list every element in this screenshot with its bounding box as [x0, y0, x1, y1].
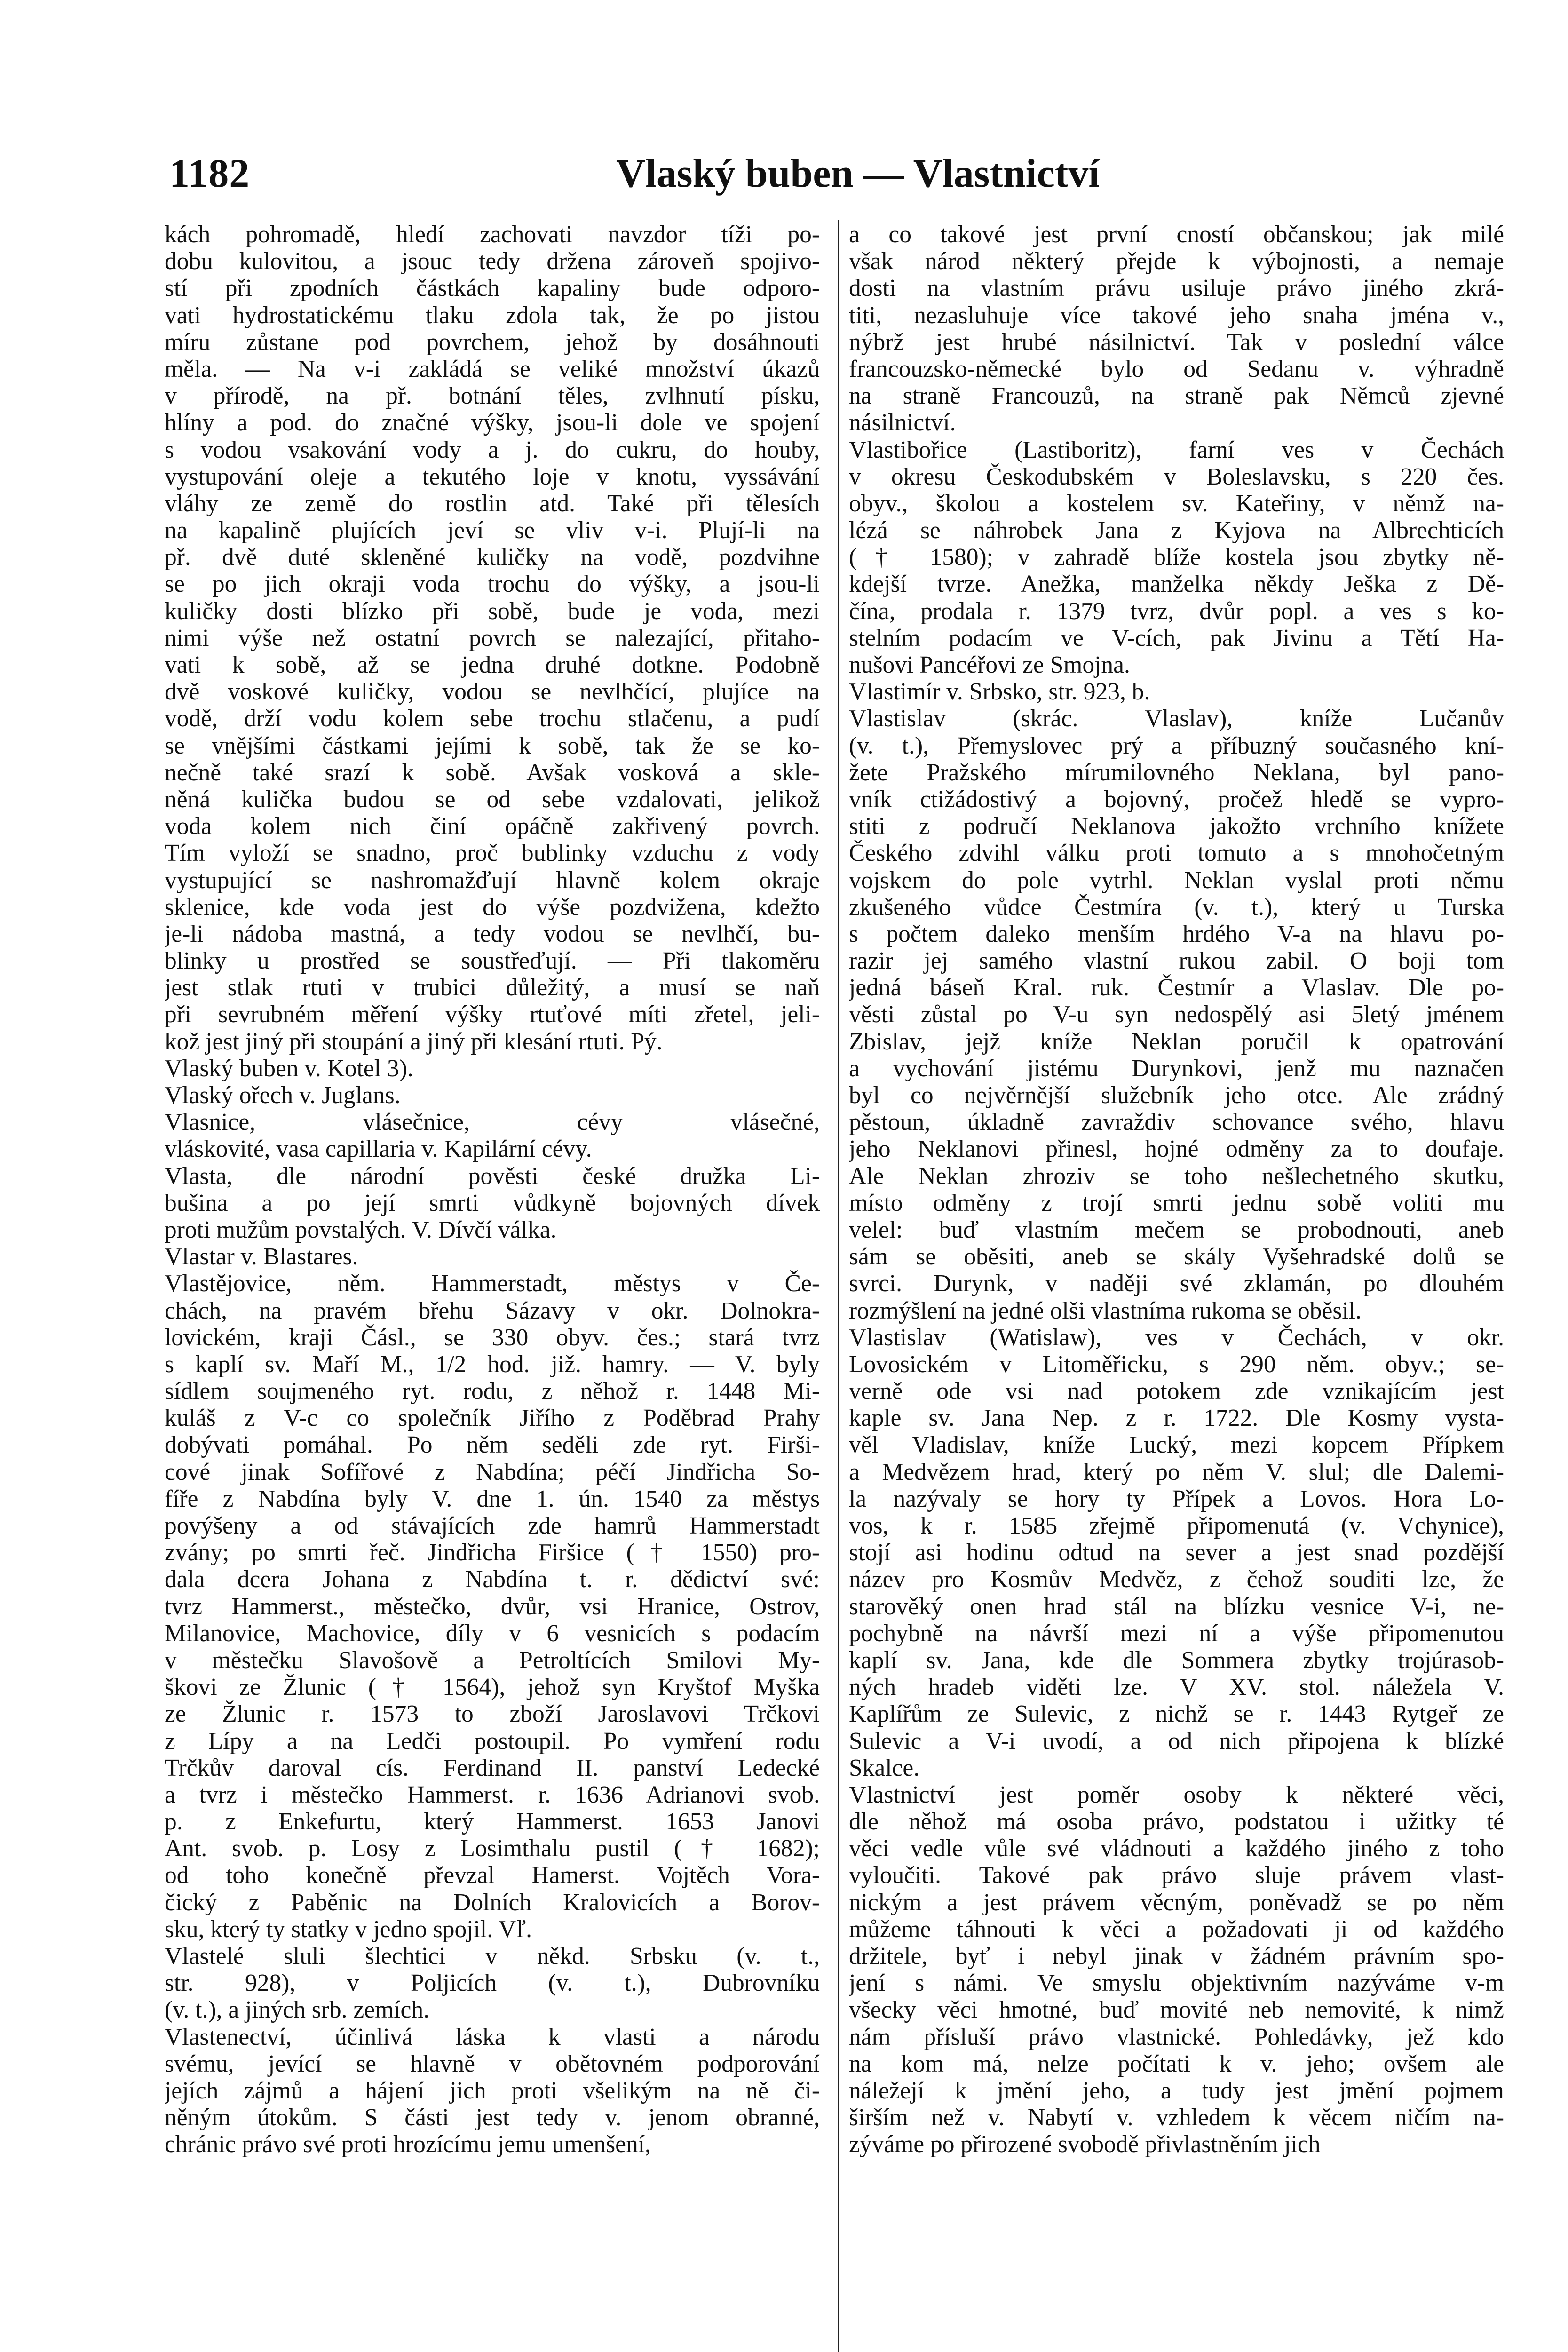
- right-column-line: obyv., školou a kostelem sv. Kateřiny, v němž na-: [849, 490, 1504, 517]
- left-column-line: povýšeny a od stávajících zde hamrů Hammerstadt: [165, 1512, 820, 1539]
- right-column-line: s počtem daleko menším hrdého V-a na hlavu po-: [849, 920, 1504, 947]
- left-column-line: (v. t.), a jiných srb. zemích.: [165, 1996, 429, 2024]
- left-column-line: škovi ze Žlunic († 1564), jehož syn Kryštof Myška: [165, 1674, 820, 1701]
- right-column-line: dosti na vlastním právu usiluje právo jiného zkrá-: [849, 275, 1504, 302]
- right-column-line: francouzsko-německé bylo od Sedanu v. výhradně: [849, 355, 1504, 382]
- left-column-line: vystupování oleje a tekutého loje v knotu, vyssávání: [165, 463, 820, 490]
- right-column-line: (v. t.), Přemyslovec prý a příbuzný současného kní-: [849, 732, 1504, 759]
- left-column-line: zvány; po smrti řeč. Jindřicha Firšice († 1550) pro-: [165, 1539, 820, 1566]
- left-column-line: chránic právo své proti hrozícímu jemu umenšení,: [165, 2131, 651, 2158]
- right-column-line: stojí asi hodinu odtud na sever a jest snad pozdější: [849, 1539, 1504, 1566]
- left-column-line: Vlastar v. Blastares.: [165, 1243, 358, 1271]
- left-column-line: z Lípy a na Ledči postoupil. Po vymření rodu: [165, 1727, 820, 1755]
- right-column-line: v okresu Českodubském v Boleslavsku, s 220 čes.: [849, 463, 1504, 490]
- right-column-line: můžeme táhnouti k věci a požadovati ji od každého: [849, 1915, 1504, 1943]
- left-column-line: Vlastějovice, něm. Hammerstadt, městys v Če-: [165, 1270, 820, 1297]
- right-column-line: jedná báseň Kral. ruk. Čestmír a Vlaslav. Dle po-: [849, 974, 1504, 1001]
- right-column-line: pěstoun, úkladně zavraždiv schovance svého, hlavu: [849, 1109, 1504, 1136]
- left-column-line: svému, jevící se hlavně v obětovném podporování: [165, 2050, 820, 2077]
- right-column-line: Vlastibořice (Lastiboritz), farní ves v Čechách: [849, 436, 1504, 463]
- left-column-line: voda kolem nich činí opáčně zakřivený povrch.: [165, 813, 820, 840]
- left-column-line: dala dcera Johana z Nabdína t. r. dědictví své:: [165, 1566, 820, 1593]
- left-column-line: kuličky dosti blízko při sobě, bude je voda, mezi: [165, 597, 820, 625]
- left-column-line: sídlem soujmeného ryt. rodu, z něhož r. 1448 Mi-: [165, 1378, 820, 1405]
- right-column-line: a Medvězem hrad, který po něm V. slul; dle Dalemi-: [849, 1458, 1504, 1486]
- left-column-line: lovickém, kraji Čásl., se 330 obyv. čes.; stará tvrz: [165, 1324, 820, 1351]
- right-column-line: věci vedle vůle své vládnouti a každého jiného z toho: [849, 1835, 1504, 1862]
- right-column-line: místo odměny z trojí smrti jednu sobě voliti mu: [849, 1189, 1504, 1216]
- right-column-line: svrci. Durynk, v naději své zklamán, po dlouhém: [849, 1270, 1504, 1297]
- left-column-line: dobu kulovitou, a jsouc tedy držena zároveň spojivo-: [165, 248, 820, 275]
- right-column-line: čína, prodala r. 1379 tvrz, dvůr popl. a ves s ko-: [849, 597, 1504, 625]
- right-column-line: Vlastislav (Watislaw), ves v Čechách, v okr.: [849, 1324, 1504, 1351]
- left-column-line: sku, který ty statky v jedno spojil. Vľ.: [165, 1915, 532, 1943]
- left-column-line: vláskovité, vasa capillaria v. Kapilární cévy.: [165, 1136, 592, 1163]
- right-column-line: nušovi Pancéřovi ze Smojna.: [849, 652, 1130, 678]
- left-column-line: nimi výše než ostatní povrch se nalezající, přitaho-: [165, 624, 820, 652]
- right-column-line: velel: buď vlastním mečem se probodnouti, aneb: [849, 1216, 1504, 1243]
- right-column-line: násilnictví.: [849, 409, 956, 437]
- right-column-line: žete Pražského mírumilovného Neklana, byl pano-: [849, 759, 1504, 786]
- left-column-line: kách pohromadě, hledí zachovati navzdor tíži po-: [165, 221, 820, 248]
- left-column-line: v městečku Slavošově a Petroltících Smilovi My-: [165, 1646, 820, 1674]
- left-column-line: Vlasnice, vlásečnice, cévy vlásečné,: [165, 1109, 820, 1136]
- left-column-line: cové jinak Sofířové z Nabdína; péčí Jindřicha So-: [165, 1458, 820, 1486]
- left-column-line: stí při zpodních částkách kapaliny bude odporo-: [165, 275, 820, 302]
- right-column-line: († 1580); v zahradě blíže kostela jsou zbytky ně-: [849, 544, 1504, 571]
- right-column-line: Sulevic a V-i uvodí, a od nich připojena k blízké: [849, 1727, 1504, 1755]
- right-column-line: vojskem do pole vytrhl. Neklan vyslal proti němu: [849, 866, 1504, 894]
- right-column-line: jení s námi. Ve smyslu objektivním nazýváme v-m: [849, 1970, 1504, 1997]
- right-column-line: Ale Neklan zhroziv se toho nešlechetného skutku,: [849, 1162, 1504, 1190]
- left-column-line: Vlaský ořech v. Juglans.: [165, 1082, 401, 1109]
- left-column-line: Tím vyloží se snadno, proč bublinky vzduchu z vody: [165, 840, 820, 867]
- left-column: [165, 221, 820, 2158]
- right-column-line: dle něhož má osoba právo, podstatou i užitky té: [849, 1808, 1504, 1836]
- left-column-line: něným útokům. S části jest tedy v. jenom obranné,: [165, 2104, 820, 2131]
- right-column-line: náležejí k jmění jeho, a tudy jest jmění pojmem: [849, 2077, 1504, 2104]
- right-column-line: však národ některý přejde k výbojnosti, a nemaje: [849, 248, 1504, 275]
- left-column-line: blinky u prostřed se soustřeďují. — Při tlakoměru: [165, 947, 820, 975]
- left-column-line: Milanovice, Machovice, díly v 6 vesnicích s podacím: [165, 1620, 820, 1647]
- right-column-line: a co takové jest první cností občanskou; jak milé: [849, 221, 1504, 248]
- right-column-line: stiti z područí Neklanova jakožto vrchního knížete: [849, 813, 1504, 840]
- right-column-line: Lovosickém v Litoměřicku, s 290 něm. obyv.; se-: [849, 1351, 1504, 1378]
- left-column-line: na kapalině plujících jeví se vliv v-i. Plují-li na: [165, 517, 820, 544]
- left-column-line: míru zůstane pod povrchem, jehož by dosáhnouti: [165, 328, 820, 356]
- left-column-line: a tvrz i městečko Hammerst. r. 1636 Adrianovi svob.: [165, 1781, 820, 1808]
- right-column-line: věl Vladislav, kníže Lucký, mezi kopcem Přípkem: [849, 1431, 1504, 1459]
- left-column-line: dvě voskové kuličky, vodou se nevlhčící, plujíce na: [165, 678, 820, 706]
- right-column-line: držitele, byť i nebyl jinak v žádném právním spo-: [849, 1943, 1504, 1970]
- left-column-line: str. 928), v Poljicích (v. t.), Dubrovníku: [165, 1970, 820, 1997]
- left-column-line: vodě, drží vodu kolem sebe trochu stlačenu, a pudí: [165, 705, 820, 732]
- right-column-line: vos, k r. 1585 zřejmě připomenutá (v. Vchynice),: [849, 1512, 1504, 1539]
- right-column-line: širším než v. Nabytí v. vzhledem k věcem ničím na-: [849, 2104, 1504, 2131]
- left-column-line: proti mužům povstalých. V. Dívčí válka.: [165, 1216, 557, 1243]
- right-column-line: název pro Kosmův Medvěz, z čehož souditi lze, že: [849, 1566, 1504, 1593]
- right-column-line: vyloučiti. Takové pak právo sluje právem vlast-: [849, 1862, 1504, 1889]
- left-column-line: čický z Paběnic na Dolních Kralovicích a Borov-: [165, 1889, 820, 1916]
- column-divider: [838, 220, 839, 2352]
- left-column-line: kuláš z V-c co společník Jiřího z Poděbrad Prahy: [165, 1405, 820, 1432]
- left-column-line: vystupující se nashromažďují hlavně kolem okraje: [165, 866, 820, 894]
- right-column-line: všecky věci hmotné, buď movité neb nemovité, k nimž: [849, 1996, 1504, 2024]
- right-column-line: Kaplířům ze Sulevic, z nichž se r. 1443 Rytgeř ze: [849, 1700, 1504, 1728]
- right-column-line: lézá se náhrobek Jana z Kyjova na Albrechticích: [849, 517, 1504, 544]
- right-column-line: na kom má, nelze počítati k v. jeho; ovšem ale: [849, 2050, 1504, 2077]
- left-column-line: při sevrubném měření výšky rtuťové míti zřetel, jeli-: [165, 1001, 820, 1028]
- right-column-line: vník ctižádostivý a bojovný, pročež hledě se vypro-: [849, 786, 1504, 813]
- left-column-line: bušina a po její smrti vůdkyně bojovných dívek: [165, 1189, 820, 1216]
- left-column-line: jest stlak rtuti v trubici důležitý, a musí se naň: [165, 974, 820, 1001]
- right-column-line: Zbislav, jejž kníže Neklan poručil k opatrování: [849, 1028, 1504, 1055]
- left-column-line: fíře z Nabdína byly V. dne 1. ún. 1540 za městys: [165, 1485, 820, 1512]
- left-column-line: vláhy ze země do rostlin atd. Také při tělesích: [165, 490, 820, 517]
- right-column-line: sám se oběsiti, aneb se skály Vyšehradské dolů se: [849, 1243, 1504, 1271]
- right-column-line: titi, nezasluhuje více takové jeho snaha jména v.,: [849, 302, 1504, 329]
- left-column-line: Vlastenectví, účinlivá láska k vlasti a národu: [165, 2023, 820, 2050]
- right-column-line: nám přísluší právo vlastnické. Pohledávky, jež kdo: [849, 2023, 1504, 2050]
- left-column-line: od toho konečně převzal Hamerst. Vojtěch Vora-: [165, 1862, 820, 1889]
- right-column-line: rozmýšlení na jedné olši vlastníma rukoma se oběsil.: [849, 1297, 1362, 1324]
- left-column-line: Trčkův daroval cís. Ferdinand II. panství Ledecké: [165, 1754, 820, 1781]
- right-column-line: byl co nejvěrnější služebník jeho otce. Ale zrádný: [849, 1082, 1504, 1109]
- running-head: Vlaský buben — Vlastnictví: [616, 151, 1100, 196]
- left-column-line: Vlasta, dle národní pověsti české družka Li-: [165, 1162, 820, 1190]
- right-column-line: nickým a jest právem věcným, poněvadž se po něm: [849, 1889, 1504, 1916]
- right-column-line: pochybně na návrší mezi ní a výše připomenutou: [849, 1620, 1504, 1647]
- left-column-line: p. z Enkefurtu, který Hammerst. 1653 Janovi: [165, 1808, 820, 1836]
- right-column-line: nýbrž jest hrubé násilnictví. Tak v poslední válce: [849, 328, 1504, 356]
- left-column-line: vati k sobě, až se jedna druhé dotkne. Podobně: [165, 652, 820, 678]
- right-column-line: Vlastnictví jest poměr osoby k některé věci,: [849, 1781, 1504, 1808]
- right-column-line: zkušeného vůdce Čestmíra (v. t.), který u Turska: [849, 893, 1504, 921]
- left-column-line: Vlaský buben v. Kotel 3).: [165, 1055, 413, 1082]
- left-column-line: jejích zájmů a hájení jich proti všelikým na ně či-: [165, 2077, 820, 2104]
- right-column: [849, 221, 1504, 2158]
- right-column-line: kaplí sv. Jana, kde dle Sommera zbytky trojúrasob-: [849, 1646, 1504, 1674]
- left-column-line: chách, na pravém břehu Sázavy v okr. Dolnokra-: [165, 1297, 820, 1324]
- left-column-line: Vlastelé sluli šlechtici v někd. Srbsku (v. t.,: [165, 1943, 820, 1970]
- page-number: 1182: [169, 151, 250, 196]
- right-column-line: jeho Neklanovi přinesl, hojné odměny za to doufaje.: [849, 1136, 1504, 1163]
- left-column-line: se po jich okraji voda trochu do výšky, a jsou-li: [165, 571, 820, 598]
- right-column-line: Vlastimír v. Srbsko, str. 923, b.: [849, 678, 1150, 706]
- right-column-line: la nazývaly se hory ty Přípek a Lovos. Hora Lo-: [849, 1485, 1504, 1512]
- left-column-line: nečně také srazí k sobě. Avšak vosková a skle-: [165, 759, 820, 786]
- right-column-line: zýváme po přirozené svobodě přivlastněním jich: [849, 2131, 1321, 2158]
- left-column-line: něná kulička budou se od sebe vzdalovati, jelikož: [165, 786, 820, 813]
- page-header: [169, 150, 1439, 201]
- left-column-line: hlíny a pod. do značné výšky, jsou-li dole ve spojení: [165, 409, 820, 437]
- left-column-line: Ant. svob. p. Losy z Losimthalu pustil († 1682);: [165, 1835, 820, 1862]
- right-column-line: a vychování jistému Durynkovi, jenž mu naznačen: [849, 1055, 1504, 1082]
- left-column-line: je-li nádoba mastná, a tedy vodou se nevlhčí, bu-: [165, 920, 820, 947]
- right-column-line: ných hradeb viděti lze. V XV. stol. náležela V.: [849, 1674, 1504, 1701]
- left-column-line: kož jest jiný při stoupání a jiný při klesání rtuti. Pý.: [165, 1028, 663, 1055]
- right-column-line: razir jej samého vlastní rukou zabil. O boji tom: [849, 947, 1504, 975]
- right-column-line: kaple sv. Jana Nep. z r. 1722. Dle Kosmy vysta-: [849, 1405, 1504, 1432]
- left-column-line: se vnějšími částkami jejími k sobě, tak že se ko-: [165, 732, 820, 759]
- right-column-line: Českého zdvihl válku proti tomuto a s mnohočetným: [849, 840, 1504, 867]
- left-column-line: sklenice, kde voda jest do výše pozdvižena, kdežto: [165, 893, 820, 921]
- left-column-line: tvrz Hammerst., městečko, dvůr, vsi Hranice, Ostrov,: [165, 1593, 820, 1620]
- right-column-line: Skalce.: [849, 1754, 920, 1781]
- left-column-line: s kaplí sv. Maří M., 1/2 hod. již. hamry. — V. byly: [165, 1351, 820, 1378]
- right-column-line: věsti zůstal po V-u syn nedospělý asi 5letý jménem: [849, 1001, 1504, 1028]
- left-column-line: měla. — Na v-i zakládá se veliké množství úkazů: [165, 355, 820, 382]
- right-column-line: na straně Francouzů, na straně pak Němců zjevné: [849, 382, 1504, 410]
- left-column-line: př. dvě duté skleněné kuličky na vodě, pozdvihne: [165, 544, 820, 571]
- right-column-line: stelním podacím ve V-cích, pak Jivinu a Tětí Ha-: [849, 624, 1504, 652]
- right-column-line: verně ode vsi nad potokem zde vznikajícím jest: [849, 1378, 1504, 1405]
- right-column-line: starověký onen hrad stál na blízku vesnice V-i, ne-: [849, 1593, 1504, 1620]
- left-column-line: ze Žlunic r. 1573 to zboží Jaroslavovi Trčkovi: [165, 1700, 820, 1728]
- left-column-line: vati hydrostatickému tlaku zdola tak, že po jistou: [165, 302, 820, 329]
- right-column-line: Vlastislav (skrác. Vlaslav), kníže Lučanův: [849, 705, 1504, 732]
- left-column-line: dobývati pomáhal. Po něm seděli zde ryt. Firši-: [165, 1431, 820, 1459]
- left-column-line: v přírodě, na př. botnání těles, zvlhnutí písku,: [165, 382, 820, 410]
- left-column-line: s vodou vsakování vody a j. do cukru, do houby,: [165, 436, 820, 463]
- right-column-line: kdejší tvrze. Anežka, manželka někdy Ješka z Dě-: [849, 571, 1504, 598]
